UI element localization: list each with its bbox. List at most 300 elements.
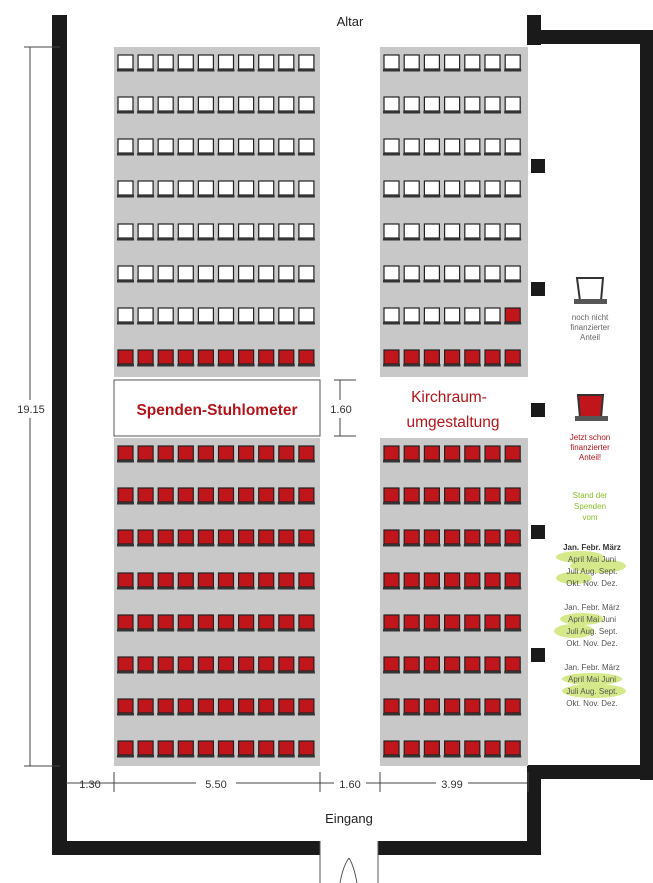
funded-seat [197, 350, 214, 367]
funded-seat [298, 446, 315, 463]
left-lower-pew-block [114, 438, 320, 766]
unfunded-seat [444, 266, 461, 283]
unfunded-seat [238, 224, 255, 241]
unfunded-seat [423, 224, 440, 241]
unfunded-seat [278, 55, 295, 72]
month-calendar-1 [556, 543, 626, 588]
funded-seat [238, 657, 255, 674]
unfunded-seat [444, 97, 461, 114]
unfunded-seat [117, 308, 134, 325]
dim-gap-label: 1.60 [330, 404, 352, 416]
unfunded-seat [177, 266, 194, 283]
unfunded-seat [218, 266, 235, 283]
unfunded-seat [117, 181, 134, 198]
funded-seat [423, 488, 440, 505]
calendar-2-row1: Jan. Febr. März [564, 603, 620, 612]
unfunded-seat [298, 55, 315, 72]
funded-seat [238, 488, 255, 505]
funded-seat [298, 573, 315, 590]
funded-seat [504, 530, 521, 547]
funded-seat [157, 573, 174, 590]
funded-seat [278, 350, 295, 367]
funded-seat [177, 573, 194, 590]
funded-seat [298, 350, 315, 367]
unfunded-seat [238, 181, 255, 198]
funded-seat [137, 573, 154, 590]
unfunded-seat [444, 308, 461, 325]
funded-seat [484, 657, 501, 674]
funded-seat [444, 615, 461, 632]
legend-unfunded-line2: finanzierter [570, 323, 610, 332]
funded-seat [403, 615, 420, 632]
funded-seat [444, 488, 461, 505]
funded-seat [504, 308, 521, 325]
funded-seat [197, 446, 214, 463]
unfunded-seat [298, 308, 315, 325]
legend-status-line3: vom [582, 513, 598, 522]
funded-seat [383, 488, 400, 505]
unfunded-seat [383, 308, 400, 325]
unfunded-seat [258, 139, 275, 156]
unfunded-seat [423, 139, 440, 156]
funded-seat [218, 530, 235, 547]
dim-left-block-label: 5.50 [205, 779, 227, 791]
funded-seat [197, 741, 214, 758]
unfunded-seat [278, 97, 295, 114]
calendar-3-row2: April Mai Juni [567, 675, 617, 684]
funded-seat [218, 699, 235, 716]
unfunded-seat [383, 181, 400, 198]
funded-seat [137, 488, 154, 505]
funded-seat [403, 530, 420, 547]
funded-seat [218, 488, 235, 505]
unfunded-seat [177, 55, 194, 72]
legend-funded-line3: Anteil! [578, 453, 602, 462]
funded-seat [218, 615, 235, 632]
unfunded-chair-icon [574, 278, 607, 304]
unfunded-seat [423, 266, 440, 283]
funded-seat [177, 615, 194, 632]
funded-seat [117, 446, 134, 463]
unfunded-seat [278, 308, 295, 325]
unfunded-seat [258, 55, 275, 72]
unfunded-seat [504, 55, 521, 72]
funded-seat [137, 350, 154, 367]
funded-seat [423, 657, 440, 674]
unfunded-seat [383, 139, 400, 156]
unfunded-seat [177, 139, 194, 156]
unfunded-seat [464, 97, 481, 114]
unfunded-seat [238, 266, 255, 283]
title-stuhlometer: Spenden-Stuhlometer [136, 402, 298, 419]
funded-seat [444, 530, 461, 547]
funded-seat [218, 657, 235, 674]
unfunded-seat [403, 139, 420, 156]
unfunded-seat [157, 266, 174, 283]
unfunded-seat [504, 224, 521, 241]
funded-seat [157, 657, 174, 674]
funded-seat [383, 446, 400, 463]
unfunded-seat [484, 55, 501, 72]
funded-seat [238, 573, 255, 590]
funded-seat [298, 530, 315, 547]
funded-seat [218, 741, 235, 758]
unfunded-seat [278, 181, 295, 198]
unfunded-seat [137, 139, 154, 156]
unfunded-seat [464, 55, 481, 72]
funded-seat [197, 573, 214, 590]
funded-seat [197, 615, 214, 632]
unfunded-seat [117, 266, 134, 283]
unfunded-seat [444, 139, 461, 156]
legend-funded-line2: finanzierter [570, 443, 610, 452]
title-kirchraum: Kirchraum- [411, 389, 487, 406]
funded-seat [484, 446, 501, 463]
funded-seat [157, 488, 174, 505]
unfunded-seat [137, 266, 154, 283]
unfunded-seat [137, 308, 154, 325]
funded-seat [504, 699, 521, 716]
unfunded-seat [218, 308, 235, 325]
calendar-1-row1: Jan. Febr. März [563, 543, 621, 552]
funded-seat [403, 446, 420, 463]
funded-seat [278, 615, 295, 632]
funded-seat [177, 699, 194, 716]
funded-seat [117, 615, 134, 632]
funded-seat [444, 657, 461, 674]
unfunded-seat [197, 224, 214, 241]
unfunded-seat [403, 55, 420, 72]
unfunded-seat [258, 308, 275, 325]
unfunded-seat [464, 181, 481, 198]
unfunded-seat [218, 55, 235, 72]
funded-seat [484, 573, 501, 590]
entrance-door [320, 841, 378, 883]
funded-seat [177, 446, 194, 463]
unfunded-seat [157, 308, 174, 325]
unfunded-seat [383, 55, 400, 72]
calendar-3-row1: Jan. Febr. März [564, 663, 620, 672]
funded-seat [444, 446, 461, 463]
month-calendar-2 [554, 603, 620, 648]
funded-seat [464, 699, 481, 716]
unfunded-seat [157, 55, 174, 72]
funded-seat [464, 657, 481, 674]
dim-mid-aisle-label: 1.60 [339, 779, 361, 791]
unfunded-seat [177, 224, 194, 241]
unfunded-seat [403, 266, 420, 283]
unfunded-seat [117, 97, 134, 114]
unfunded-seat [218, 139, 235, 156]
unfunded-seat [238, 139, 255, 156]
funded-seat [258, 657, 275, 674]
calendar-2-row3: Juli Aug. Sept. [566, 627, 618, 636]
unfunded-seat [137, 224, 154, 241]
unfunded-seat [258, 266, 275, 283]
funded-seat [238, 615, 255, 632]
unfunded-seat [157, 139, 174, 156]
funded-seat [238, 446, 255, 463]
unfunded-seat [298, 181, 315, 198]
funded-seat [278, 488, 295, 505]
funded-seat [258, 573, 275, 590]
unfunded-seat [298, 139, 315, 156]
funded-seat [117, 741, 134, 758]
funded-seat [403, 488, 420, 505]
funded-seat [298, 488, 315, 505]
unfunded-seat [403, 181, 420, 198]
calendar-1-row4: Okt. Nov. Dez. [566, 579, 618, 588]
unfunded-seat [137, 181, 154, 198]
funded-seat [423, 530, 440, 547]
unfunded-seat [177, 308, 194, 325]
unfunded-seat [298, 266, 315, 283]
title-umgestaltung: umgestaltung [406, 414, 500, 431]
funded-seat [258, 741, 275, 758]
funded-seat [504, 741, 521, 758]
unfunded-seat [197, 97, 214, 114]
funded-seat [403, 350, 420, 367]
unfunded-seat [278, 224, 295, 241]
funded-seat [403, 657, 420, 674]
calendar-1-row2: April Mai Juni [567, 555, 617, 564]
unfunded-seat [403, 224, 420, 241]
funded-seat [238, 699, 255, 716]
funded-seat [423, 615, 440, 632]
funded-seat [157, 615, 174, 632]
calendar-2-row2: April Mai Juni [567, 615, 617, 624]
funded-seat [504, 488, 521, 505]
unfunded-seat [258, 181, 275, 198]
funded-seat [137, 741, 154, 758]
unfunded-seat [157, 181, 174, 198]
funded-seat [464, 530, 481, 547]
unfunded-seat [464, 224, 481, 241]
unfunded-seat [504, 266, 521, 283]
right-lower-pew-block [380, 438, 528, 766]
funded-seat [137, 657, 154, 674]
calendar-1-row3: Juli Aug. Sept. [566, 567, 618, 576]
altar-label: Altar [336, 14, 364, 29]
calendar-2-row4: Okt. Nov. Dez. [566, 639, 618, 648]
funded-seat [177, 741, 194, 758]
funded-seat [137, 699, 154, 716]
funded-seat [383, 741, 400, 758]
funded-seat [157, 530, 174, 547]
month-calendar-3 [562, 663, 626, 708]
unfunded-seat [197, 308, 214, 325]
funded-seat [177, 350, 194, 367]
funded-seat [238, 530, 255, 547]
legend-status-line1: Stand der [572, 491, 608, 500]
funded-seat [117, 488, 134, 505]
funded-seat [177, 657, 194, 674]
funded-seat [464, 615, 481, 632]
unfunded-seat [197, 181, 214, 198]
unfunded-seat [484, 308, 501, 325]
funded-seat [423, 699, 440, 716]
funded-seat [117, 573, 134, 590]
funded-seat [504, 615, 521, 632]
dim-left-aisle-label: 1.30 [79, 779, 101, 791]
unfunded-seat [238, 97, 255, 114]
funded-seat [298, 741, 315, 758]
unfunded-seat [464, 266, 481, 283]
unfunded-seat [258, 97, 275, 114]
funded-seat [238, 350, 255, 367]
funded-seat [218, 573, 235, 590]
funded-seat [117, 699, 134, 716]
funded-seat [218, 350, 235, 367]
funded-seat [383, 615, 400, 632]
funded-seat [484, 615, 501, 632]
unfunded-seat [484, 97, 501, 114]
dim-right-block-label: 3.99 [441, 779, 463, 791]
unfunded-seat [423, 308, 440, 325]
calendar-3-row4: Okt. Nov. Dez. [566, 699, 618, 708]
calendar-3-row3: Juli Aug. Sept. [566, 687, 618, 696]
funded-seat [278, 699, 295, 716]
unfunded-seat [504, 139, 521, 156]
legend-funded-line1: Jetzt schon [569, 433, 611, 442]
unfunded-seat [218, 224, 235, 241]
funded-seat [383, 350, 400, 367]
funded-seat [383, 657, 400, 674]
unfunded-seat [383, 97, 400, 114]
funded-seat [298, 699, 315, 716]
funded-seat [464, 741, 481, 758]
funded-seat [157, 446, 174, 463]
funded-seat [484, 530, 501, 547]
funded-seat [258, 488, 275, 505]
funded-seat [197, 699, 214, 716]
unfunded-seat [137, 55, 154, 72]
unfunded-seat [258, 224, 275, 241]
unfunded-seat [117, 55, 134, 72]
legend-unfunded-line3: Anteil [579, 333, 601, 342]
unfunded-seat [197, 55, 214, 72]
funded-seat [423, 350, 440, 367]
funded-seat [137, 530, 154, 547]
unfunded-seat [383, 266, 400, 283]
unfunded-seat [238, 55, 255, 72]
unfunded-seat [157, 224, 174, 241]
unfunded-seat [177, 181, 194, 198]
unfunded-seat [423, 97, 440, 114]
unfunded-seat [403, 308, 420, 325]
funded-seat [403, 741, 420, 758]
funded-seat [383, 699, 400, 716]
funded-seat [177, 530, 194, 547]
unfunded-seat [177, 97, 194, 114]
funded-seat [157, 350, 174, 367]
funded-seat [157, 741, 174, 758]
funded-seat [444, 699, 461, 716]
funded-seat [197, 530, 214, 547]
legend-status-line2: Spenden [573, 502, 607, 511]
unfunded-seat [383, 224, 400, 241]
legend-unfunded-line1: noch nicht [571, 313, 609, 322]
funded-seat [484, 350, 501, 367]
funded-seat [278, 657, 295, 674]
unfunded-seat [484, 266, 501, 283]
funded-seat [444, 741, 461, 758]
unfunded-seat [278, 139, 295, 156]
funded-seat [238, 741, 255, 758]
unfunded-seat [197, 139, 214, 156]
funded-chair-icon [575, 395, 608, 421]
funded-seat [423, 741, 440, 758]
unfunded-seat [423, 181, 440, 198]
unfunded-seat [137, 97, 154, 114]
unfunded-seat [197, 266, 214, 283]
unfunded-seat [504, 181, 521, 198]
funded-seat [137, 615, 154, 632]
funded-seat [464, 350, 481, 367]
unfunded-seat [464, 139, 481, 156]
funded-seat [298, 615, 315, 632]
funded-seat [218, 446, 235, 463]
funded-seat [258, 446, 275, 463]
unfunded-seat [444, 55, 461, 72]
funded-seat [383, 573, 400, 590]
unfunded-seat [504, 97, 521, 114]
funded-seat [137, 446, 154, 463]
funded-seat [258, 350, 275, 367]
funded-seat [464, 573, 481, 590]
funded-seat [157, 699, 174, 716]
entrance-label: Eingang [325, 811, 373, 826]
funded-seat [117, 530, 134, 547]
unfunded-seat [484, 139, 501, 156]
unfunded-seat [218, 97, 235, 114]
funded-seat [383, 530, 400, 547]
funded-seat [484, 699, 501, 716]
funded-seat [484, 741, 501, 758]
unfunded-seat [444, 224, 461, 241]
funded-seat [504, 446, 521, 463]
funded-seat [484, 488, 501, 505]
funded-seat [504, 657, 521, 674]
unfunded-seat [423, 55, 440, 72]
funded-seat [177, 488, 194, 505]
unfunded-seat [278, 266, 295, 283]
funded-seat [444, 350, 461, 367]
unfunded-seat [484, 224, 501, 241]
unfunded-seat [444, 181, 461, 198]
funded-seat [278, 530, 295, 547]
funded-seat [197, 488, 214, 505]
funded-seat [258, 615, 275, 632]
funded-seat [278, 741, 295, 758]
funded-seat [403, 699, 420, 716]
unfunded-seat [117, 139, 134, 156]
funded-seat [444, 573, 461, 590]
funded-seat [197, 657, 214, 674]
funded-seat [464, 488, 481, 505]
dim-height-label: 19.15 [17, 404, 45, 416]
funded-seat [504, 573, 521, 590]
funded-seat [278, 573, 295, 590]
funded-seat [117, 350, 134, 367]
unfunded-seat [238, 308, 255, 325]
unfunded-seat [218, 181, 235, 198]
funded-seat [278, 446, 295, 463]
funded-seat [423, 573, 440, 590]
funded-seat [258, 699, 275, 716]
funded-seat [464, 446, 481, 463]
unfunded-seat [464, 308, 481, 325]
